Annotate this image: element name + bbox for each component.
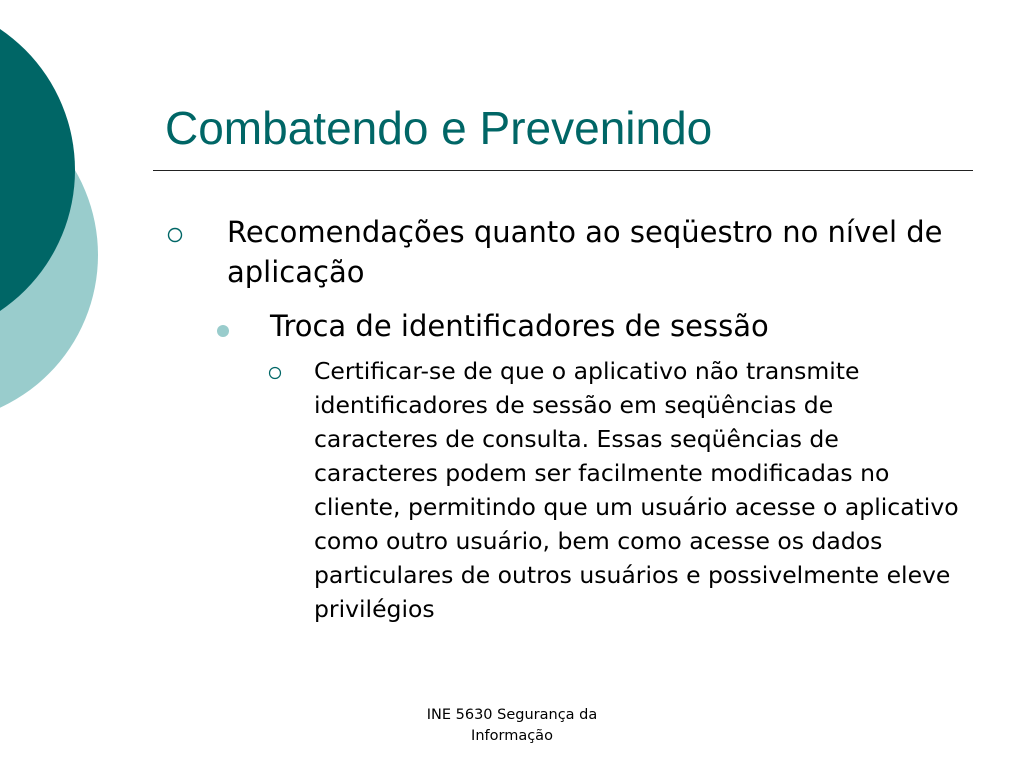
slide-footer xyxy=(362,705,662,747)
bullet-text-level-1: Recomendações quanto ao seqüestro no nível de aplicação xyxy=(227,215,943,289)
bullet-text-level-2: Troca de identificadores de sessão xyxy=(270,309,769,343)
decorative-circles xyxy=(0,0,160,420)
hollow-circle-bullet-icon xyxy=(167,227,183,243)
footer-line-2: Informação xyxy=(471,728,553,744)
footer-line-1: INE 5630 Segurança da xyxy=(426,707,598,723)
filled-circle-bullet-icon xyxy=(216,324,230,338)
small-hollow-circle-bullet-icon xyxy=(268,366,282,380)
title-divider xyxy=(153,170,973,171)
bullet-text-level-3: Certificar-se de que o aplicativo não transmite identificadores de sessão em seqüências de caracteres de consulta. Essas seqüências de caracteres podem ser facilmente modificadas no cliente, permitindo que um usuário acesse o aplicativo como outro usuário, bem como acesse os dados particulares de outros usuários e possivelmente eleve privilégios xyxy=(314,357,959,623)
slide-title: Combatendo e Prevenindo xyxy=(165,102,713,154)
